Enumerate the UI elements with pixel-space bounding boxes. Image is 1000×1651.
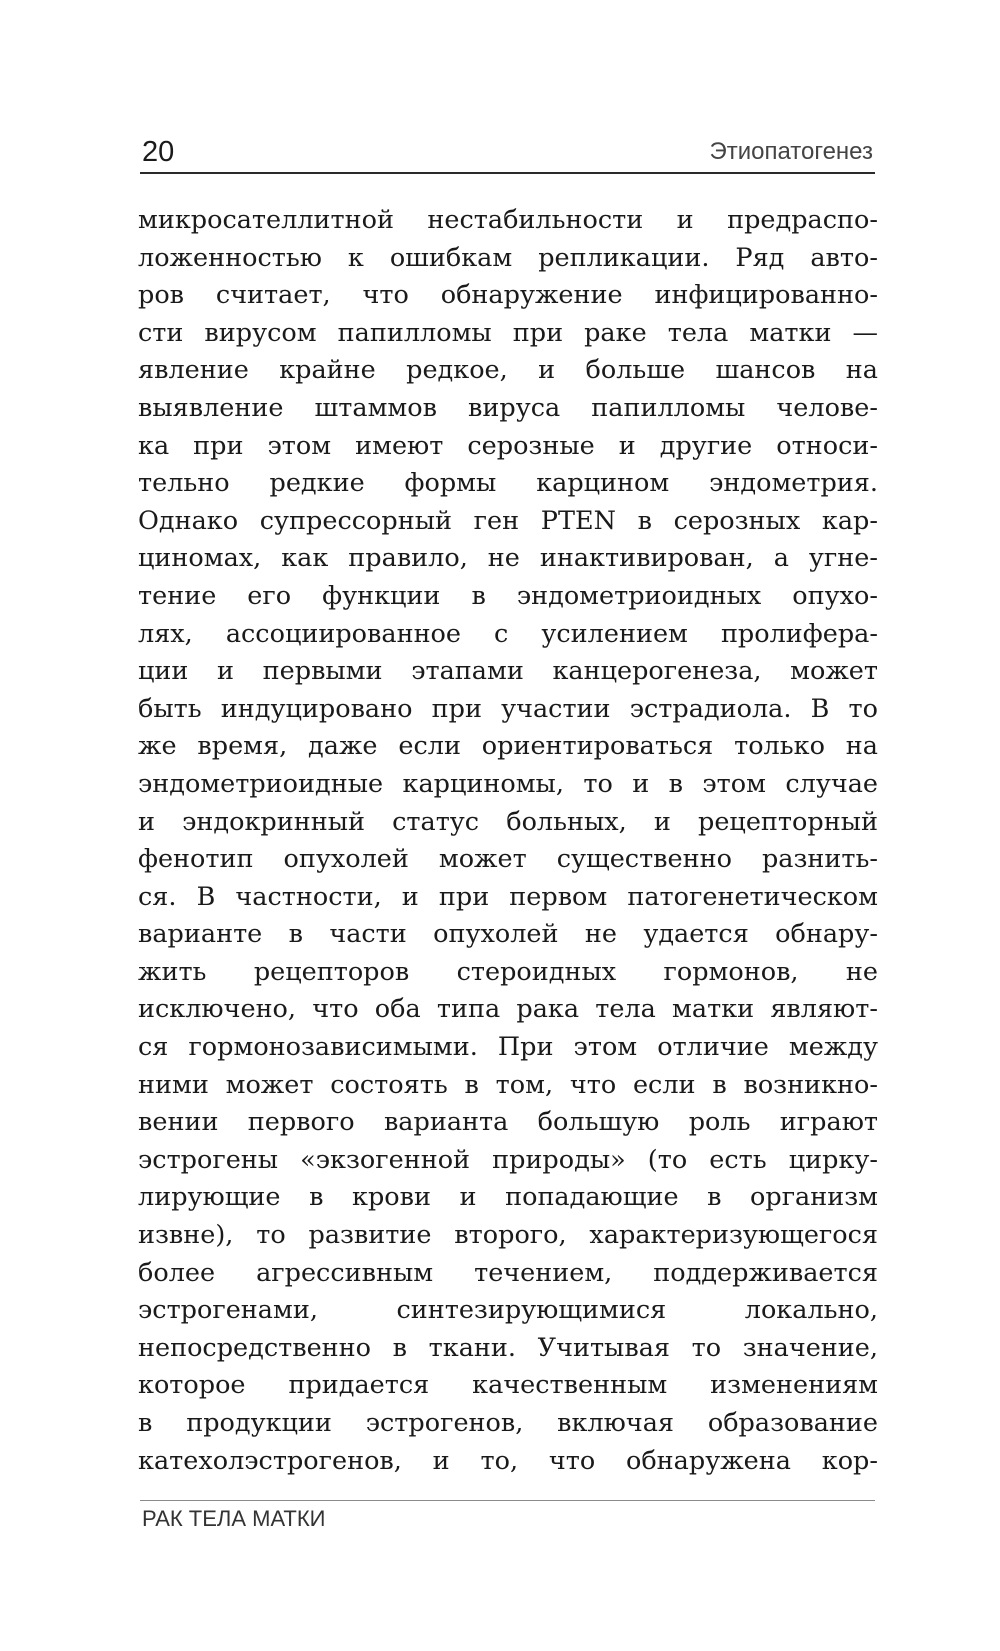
text-line: ров считает, что обнаружение инфицированно- — [138, 280, 878, 311]
text-line: вении первого варианта большую роль играют — [138, 1107, 878, 1138]
text-line: ложенностью к ошибкам репликации. Ряд авто- — [138, 242, 878, 273]
text-line: которое придается качественным изменениям — [138, 1370, 878, 1401]
text-line: варианте в части опухолей не удается обнару- — [138, 919, 878, 950]
text-line: непосредственно в ткани. Учитывая то значение, — [138, 1332, 878, 1363]
page-number: 20 — [142, 136, 175, 168]
text-line: быть индуцировано при участии эстрадиола. В то — [138, 693, 878, 724]
text-line: лирующие в крови и попадающие в организм — [138, 1182, 878, 1213]
text-line: же время, даже если ориентироваться только на — [138, 731, 878, 762]
book-title: РАК ТЕЛА МАТКИ — [142, 1506, 326, 1531]
text-line: жить рецепторов стероидных гормонов, не — [138, 956, 878, 987]
text-line: ними может состоять в том, что если в возникно- — [138, 1069, 878, 1100]
text-line: тельно редкие формы карцином эндометрия. — [138, 468, 878, 499]
text-line: сти вирусом папилломы при раке тела матки — — [138, 317, 878, 348]
text-line: в продукции эстрогенов, включая образование — [138, 1408, 878, 1438]
text-line: фенотип опухолей может существенно разнить- — [138, 844, 878, 875]
text-line: эстрогенами, синтезирующимися локально, — [138, 1295, 878, 1326]
text-line: эндометриоидные карциномы, то и в этом случае — [138, 768, 878, 799]
text-line: явление крайне редкое, и больше шансов на — [138, 355, 878, 386]
text-line: ся. В частности, и при первом патогенетическом — [138, 881, 878, 912]
text-line: лях, ассоциированное с усилением пролифера- — [138, 618, 878, 649]
text-line: ся гормонозависимыми. При этом отличие между — [138, 1032, 878, 1063]
text-line: циномах, как правило, не инактивирован, а угне- — [138, 543, 878, 574]
text-line: микросателлитной нестабильности и предраспо- — [138, 205, 878, 235]
text-line: тение его функции в эндометриоидных опухо- — [138, 580, 878, 611]
text-line: исключено, что оба типа рака тела матки являют- — [138, 994, 878, 1025]
body-text — [138, 202, 878, 1480]
text-line: катехолэстрогенов, и то, что обнаружена кор- — [138, 1445, 878, 1476]
text-line: более агрессивным течением, поддерживается — [138, 1257, 878, 1288]
text-line: Однако супрессорный ген PTEN в серозных кар- — [138, 505, 878, 536]
text-line: выявление штаммов вируса папилломы челове- — [138, 392, 878, 423]
text-line: ции и первыми этапами канцерогенеза, может — [138, 656, 878, 687]
text-line: извне), то развитие второго, характеризующегося — [138, 1220, 878, 1251]
running-head — [140, 132, 875, 174]
text-line: эстрогены «экзогенной природы» (то есть цирку- — [138, 1144, 878, 1175]
section-title: Этиопатогенез — [709, 138, 873, 165]
footer-rule — [140, 1500, 875, 1501]
text-line: ка при этом имеют серозные и другие относи- — [138, 430, 878, 461]
text-line: и эндокринный статус больных, и рецепторный — [138, 806, 878, 837]
